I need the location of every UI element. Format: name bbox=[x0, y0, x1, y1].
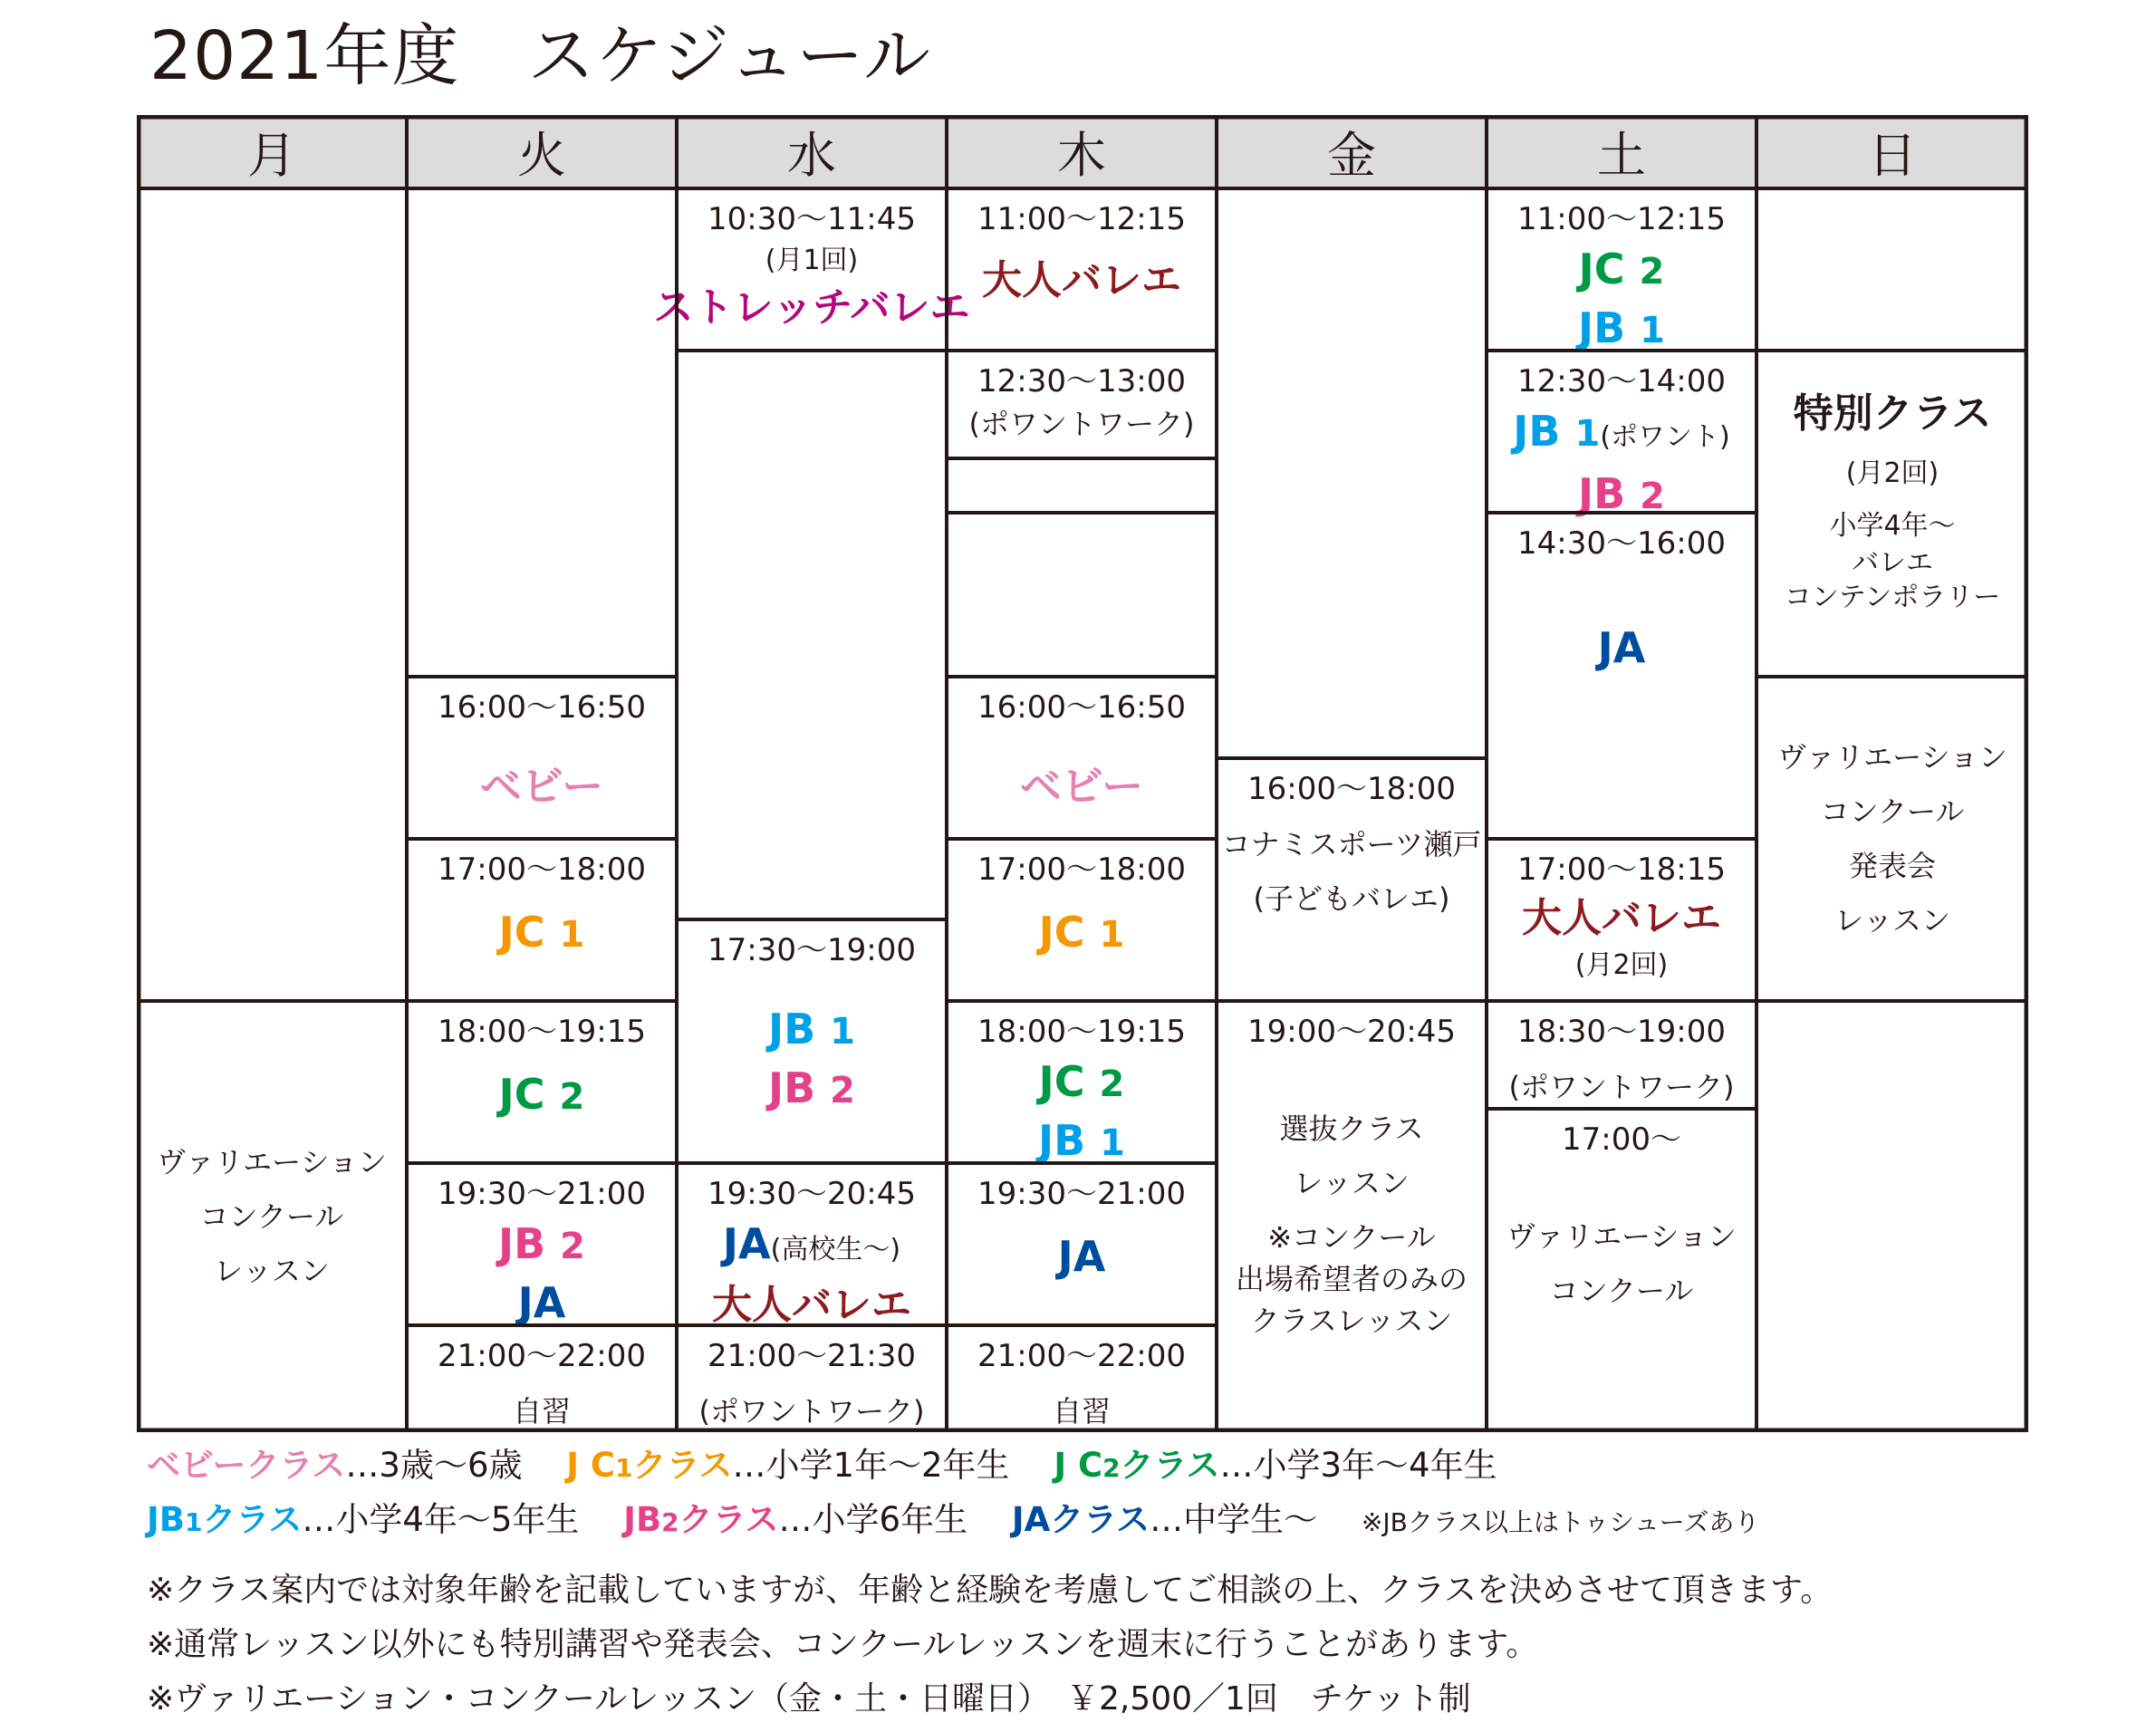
slot-note: (子どもバレエ) bbox=[1253, 881, 1450, 916]
legend-jb2-suffix: クラス bbox=[679, 1500, 779, 1539]
class-name: JC bbox=[498, 908, 545, 957]
legend-jb1-num: 1 bbox=[184, 1507, 203, 1537]
day-header-wed: 水 bbox=[677, 115, 947, 188]
slot-time: 16:00〜16:50 bbox=[438, 689, 646, 726]
slot-time: 12:30〜14:00 bbox=[1517, 363, 1726, 399]
slot-time: 21:00〜22:00 bbox=[438, 1338, 646, 1374]
slot-time: 19:30〜20:45 bbox=[707, 1176, 916, 1212]
class-name: JA bbox=[722, 1219, 771, 1268]
class-name: JB bbox=[497, 1219, 546, 1268]
slot-note: コンクール bbox=[1549, 1274, 1694, 1308]
slot-note: 小学4年〜 bbox=[1829, 510, 1956, 542]
class-level: 1 bbox=[1640, 310, 1666, 351]
class-name: 大人バレエ bbox=[1522, 895, 1721, 941]
mon-evening-line: レッスン bbox=[214, 1254, 330, 1288]
slot-note: (ポワントワーク) bbox=[698, 1394, 925, 1429]
grid-lines bbox=[137, 115, 2028, 1432]
legend-ja-ages: …中学生〜 bbox=[1150, 1500, 1318, 1539]
slot-frequency: (月1回) bbox=[765, 245, 859, 276]
slot-time: 21:00〜21:30 bbox=[707, 1338, 916, 1374]
class-level: 2 bbox=[830, 1070, 856, 1111]
page-title: 2021年度 スケジュール bbox=[149, 17, 931, 95]
slot-frequency: (月2回) bbox=[1574, 949, 1669, 981]
footnote: ※通常レッスン以外にも特別講習や発表会、コンクールレッスンを週末に行うことがあります。 bbox=[147, 1626, 1539, 1663]
legend-jc2-suffix: クラス bbox=[1120, 1446, 1220, 1485]
legend-jb2-label: JB bbox=[623, 1500, 662, 1539]
legend-jb2-ages: …小学6年生 bbox=[778, 1500, 968, 1539]
slot-note: ※コンクール bbox=[1267, 1220, 1436, 1255]
legend-row bbox=[147, 1440, 1497, 1494]
class-name: 大人バレエ bbox=[712, 1282, 911, 1328]
class-name: JA bbox=[1057, 1232, 1106, 1281]
class-level: 1 bbox=[559, 914, 585, 956]
slot-note: ヴァリエーション bbox=[1777, 740, 2007, 775]
day-header-sat: 土 bbox=[1487, 115, 1757, 188]
class-name: ストレッチバレエ bbox=[653, 284, 970, 331]
slot-note: コナミスポーツ瀬戸 bbox=[1221, 827, 1482, 861]
slot-time: 16:00〜16:50 bbox=[977, 689, 1186, 726]
slot-time: 11:00〜12:15 bbox=[977, 201, 1186, 237]
slot-time: 17:00〜 bbox=[1562, 1121, 1681, 1158]
slot-time: 14:30〜16:00 bbox=[1517, 525, 1726, 562]
slot-note: バレエ bbox=[1852, 547, 1933, 579]
class-name: JC bbox=[498, 1070, 545, 1119]
class-level: 2 bbox=[559, 1076, 585, 1118]
class-name: 大人バレエ bbox=[982, 257, 1181, 303]
slot-note: 発表会 bbox=[1848, 849, 1936, 883]
class-name: JB bbox=[1513, 407, 1561, 456]
day-header-sun: 日 bbox=[1757, 115, 2028, 188]
class-name: JA bbox=[517, 1278, 566, 1327]
legend-jb1-label: JB bbox=[147, 1500, 185, 1539]
legend-jc1-suffix: クラス bbox=[632, 1446, 733, 1485]
class-level: 1 bbox=[1574, 413, 1601, 455]
class-name: JA bbox=[1597, 623, 1646, 672]
slot-time: 21:00〜22:00 bbox=[977, 1338, 1186, 1374]
slot-time: 19:30〜21:00 bbox=[438, 1176, 646, 1212]
class-level: 1 bbox=[1100, 1122, 1126, 1164]
slot-frequency: (月2回) bbox=[1845, 457, 1939, 489]
slot-time: 11:00〜12:15 bbox=[1517, 201, 1726, 237]
slot-note: ヴァリエーション bbox=[1506, 1219, 1737, 1254]
class-name: JB bbox=[1577, 469, 1626, 518]
day-header-thu: 木 bbox=[947, 115, 1217, 188]
mon-evening-line: ヴァリエーション bbox=[157, 1145, 387, 1179]
slot-time: 17:00〜18:15 bbox=[1517, 852, 1726, 888]
slot-time: 17:00〜18:00 bbox=[977, 852, 1186, 888]
slot-note: コンテンポラリー bbox=[1784, 582, 2001, 613]
day-header-mon: 月 bbox=[137, 115, 407, 188]
class-level: 2 bbox=[560, 1226, 586, 1267]
legend-jc2-label: J C bbox=[1054, 1446, 1103, 1485]
class-name: JB bbox=[1037, 1116, 1086, 1165]
class-name: JB bbox=[767, 1063, 816, 1112]
class-note: (ポワント) bbox=[1600, 421, 1730, 453]
slot-note: 出場希望者のみの bbox=[1235, 1262, 1468, 1296]
class-level: 2 bbox=[1640, 476, 1666, 517]
class-level: 2 bbox=[1639, 251, 1665, 293]
legend-jb1-suffix: クラス bbox=[202, 1500, 303, 1539]
class-name: JC bbox=[1038, 1057, 1085, 1106]
slot-note: レッスン bbox=[1834, 903, 1950, 938]
slot-note: コンクール bbox=[1820, 794, 1965, 829]
legend-row bbox=[147, 1495, 1759, 1548]
footnote: ※クラス案内では対象年齢を記載していますが、年齢と経験を考慮してご相談の上、クラスを決めさせて頂きます。 bbox=[147, 1572, 1834, 1609]
slot-note: 自習 bbox=[1052, 1394, 1111, 1429]
legend-jc2-ages: …小学3年〜4年生 bbox=[1219, 1446, 1497, 1485]
slot-note: レッスン bbox=[1294, 1166, 1410, 1200]
legend-baby-label: ベビークラス bbox=[147, 1446, 346, 1485]
slot-note: 選抜クラス bbox=[1279, 1111, 1424, 1146]
legend-baby-ages: …3歳〜6歳 bbox=[345, 1446, 523, 1485]
legend-jc1-ages: …小学1年〜2年生 bbox=[732, 1446, 1010, 1485]
slot-note: (ポワントワーク) bbox=[1508, 1070, 1735, 1104]
slot-time: 18:00〜19:15 bbox=[438, 1014, 646, 1050]
class-name: ベビー bbox=[479, 762, 604, 811]
slot-time: 18:00〜19:15 bbox=[977, 1014, 1186, 1050]
mon-evening-line: コンクール bbox=[199, 1199, 344, 1234]
class-name: JC bbox=[1578, 245, 1625, 293]
slot-note: クラスレッスン bbox=[1250, 1304, 1453, 1338]
slot-note: 自習 bbox=[512, 1394, 571, 1429]
slot-time: 19:00〜20:45 bbox=[1247, 1014, 1456, 1050]
legend-ja-label: JAクラス bbox=[1011, 1500, 1150, 1539]
slot-time: 18:30〜19:00 bbox=[1517, 1014, 1726, 1050]
legend-jb2-num: 2 bbox=[661, 1507, 679, 1537]
footnote: ※ヴァリエーション・コンクールレッスン（金・土・日曜日） ￥2,500／1回 チケット制 bbox=[147, 1680, 1471, 1718]
class-note: (高校生〜) bbox=[770, 1234, 901, 1265]
legend-jc1-num: 1 bbox=[615, 1453, 633, 1483]
schedule-table bbox=[137, 115, 2028, 1432]
class-name: JB bbox=[767, 1005, 816, 1054]
slot-note: (ポワントワーク) bbox=[968, 407, 1195, 441]
class-level: 1 bbox=[1099, 914, 1125, 956]
slot-time: 17:30〜19:00 bbox=[707, 932, 916, 968]
legend-jb1-ages: …小学4年〜5年生 bbox=[302, 1500, 580, 1539]
slot-time: 10:30〜11:45 bbox=[707, 201, 916, 237]
slot-time: 19:30〜21:00 bbox=[977, 1176, 1186, 1212]
class-name: JC bbox=[1038, 908, 1085, 957]
slot-time: 17:00〜18:00 bbox=[438, 852, 646, 888]
legend-jc2-num: 2 bbox=[1102, 1453, 1121, 1483]
day-header-fri: 金 bbox=[1217, 115, 1487, 188]
legend-toe-note: ※JBクラス以上はトゥシューズあり bbox=[1361, 1507, 1760, 1537]
slot-time: 16:00〜18:00 bbox=[1247, 771, 1456, 807]
legend-jc1-label: J C bbox=[566, 1446, 616, 1485]
class-name: 特別クラス bbox=[1793, 390, 1992, 437]
class-level: 2 bbox=[1099, 1063, 1125, 1105]
slot-time: 12:30〜13:00 bbox=[977, 363, 1186, 399]
day-header-tue: 火 bbox=[407, 115, 677, 188]
class-name: JB bbox=[1577, 303, 1626, 352]
class-level: 1 bbox=[830, 1011, 856, 1053]
class-name: ベビー bbox=[1019, 762, 1144, 811]
